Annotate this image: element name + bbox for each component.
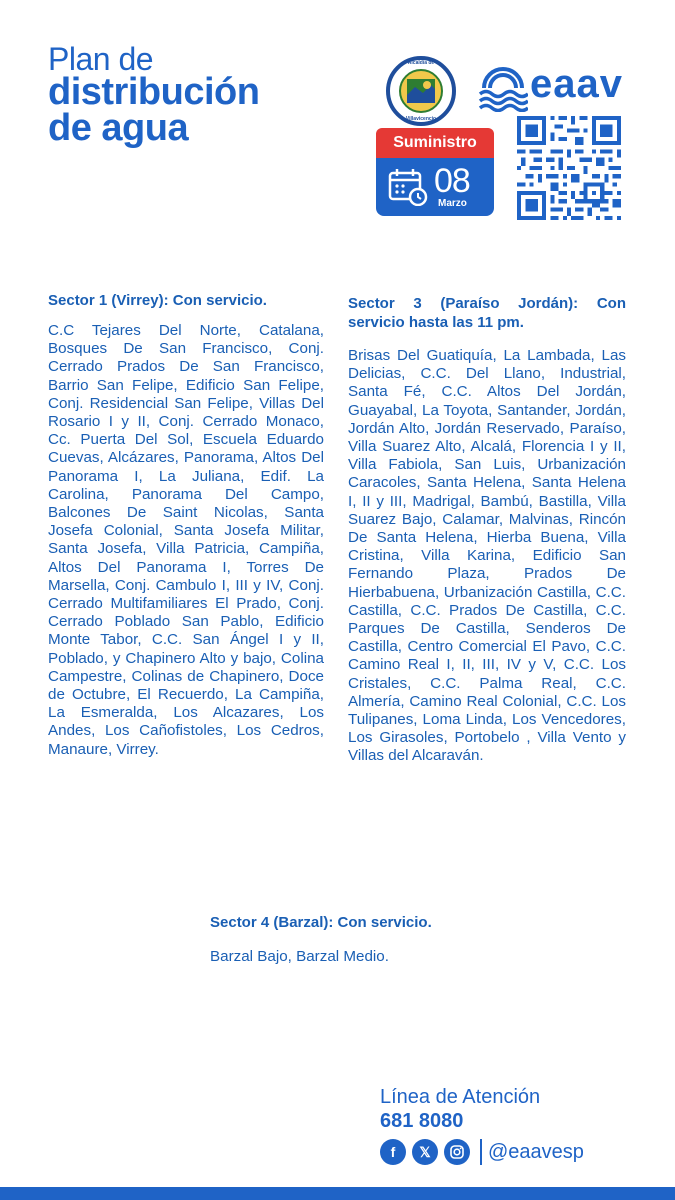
contact-block	[380, 1086, 540, 1133]
page-title	[48, 41, 260, 150]
sector-4-neighborhoods: Barzal Bajo, Barzal Medio.	[210, 948, 389, 965]
seal-emblem	[399, 69, 443, 113]
title-line-1: Plan de	[48, 41, 154, 77]
alcaldia-seal-logo	[386, 56, 456, 126]
instagram-icon[interactable]	[444, 1139, 470, 1165]
divider	[480, 1139, 482, 1165]
badge-date-panel	[376, 158, 494, 216]
wave-icon	[478, 62, 528, 112]
sector-3-neighborhoods: Brisas Del Guatiquía, La Lambada, Las Delicias, C.C. Del Llano, Industrial, Santa Fé, C.C. Altos Del Jordán, Guayabal, La Toyota, Santander, Jordán, Jordán Alto, Jordán Reservado, Paraíso, Villa Suarez Alto, Alcalá, Florencia I y II, Villa Fabiola, San Luis, Urbanización Caracoles, Santa Helena, Santa Helena I, II y III, Madrigal, Bambú, Bastilla, Villa Suarez Bajo, Calamar, Malvinas, Rincón De Santa Helena, Hierba Buena, Villa Cristina, Villa Karina, Edificio San Fernando Plaza, Prados De Hierbabuena, Urbanización Castilla, C.C. Castilla, C.C. Prados De Castilla, C.C. Parques De Castilla, Senderos De Castilla, Centro Comercial El Pavo, C.C. Camino Real I, II, III, IV y V, C.C. Los Cristales, C.C. Palma Real, C.C. Almería, Camino Real Colonial, C.C. Los Tulipanes, Loma Linda, Los Vencedores, Los Girasoles, Portobelo , Villa Vento y Villas del Alcaraván.	[348, 347, 626, 765]
qr-code[interactable]	[516, 116, 622, 220]
contact-label: Línea de Atención	[380, 1086, 541, 1108]
footer-bar	[0, 1187, 675, 1200]
x-twitter-icon[interactable]: 𝕏	[412, 1139, 438, 1165]
badge-label: Suministro	[376, 128, 494, 158]
facebook-icon[interactable]: f	[380, 1139, 406, 1165]
brand-name: eaav	[530, 62, 623, 106]
supply-date-badge	[376, 128, 494, 216]
seal-bottom-text: Villavicencio	[405, 116, 437, 122]
sector-1-title: Sector 1 (Virrey): Con servicio.	[48, 292, 267, 309]
title-line-3: de agua	[48, 107, 189, 150]
calendar-icon	[388, 168, 428, 206]
seal-top-text: Alcaldía de	[407, 60, 435, 66]
sector-4-title: Sector 4 (Barzal): Con servicio.	[210, 914, 432, 931]
sector-1-neighborhoods: C.C Tejares Del Norte, Catalana, Bosques De San Francisco, Conj. Cerrado Prados De San Francisco, Barrio San Felipe, Edificio San Felipe, Conj. Residencial San Felipe, Villas Del Rosario I y II, Conj. Cerrado Monaco, Cc. Puerta Del Sol, Escuela Eduardo Cuevas, Alcázares, Panorama, Altos Del Panorama I, La Juliana, Edif. La Carolina, Panorama Del Campo, Balcones De Saint Nicolas, Santa Josefa Colonial, Santa Josefa Militar, Santa Josefa, Villa Patricia, Campiña, Altos Del Panorama I, Torres De Marsella, Conj. Cambulo I, III y IV, Conj. Cerrado Multifamiliares El Prado, Conj. Cerrado Poblado San Pablo, Edificio Monte Tabor, C.C. San Ángel I y II, Poblado, y Chapinero Alto y bajo, Colina Campestre, Colinas de Chapinero, Doce de Octubre, El Recuerdo, La Campiña, La Esmeralda, Los Alcazares, Los Andes, Los Cañofistoles, Los Cedros, Manaure, Virrey.	[48, 322, 324, 758]
social-handle[interactable]: @eaavesp	[488, 1140, 584, 1163]
badge-day: 08	[434, 162, 470, 200]
eaav-logo	[478, 62, 648, 112]
title-line-2: distribución	[48, 71, 260, 114]
badge-month: Marzo	[438, 198, 467, 209]
contact-phone[interactable]: 681 8080	[380, 1110, 464, 1132]
sector-3-title: Sector 3 (Paraíso Jordán): Con servicio hasta las 11 pm.	[348, 295, 626, 331]
social-links	[380, 1138, 584, 1166]
